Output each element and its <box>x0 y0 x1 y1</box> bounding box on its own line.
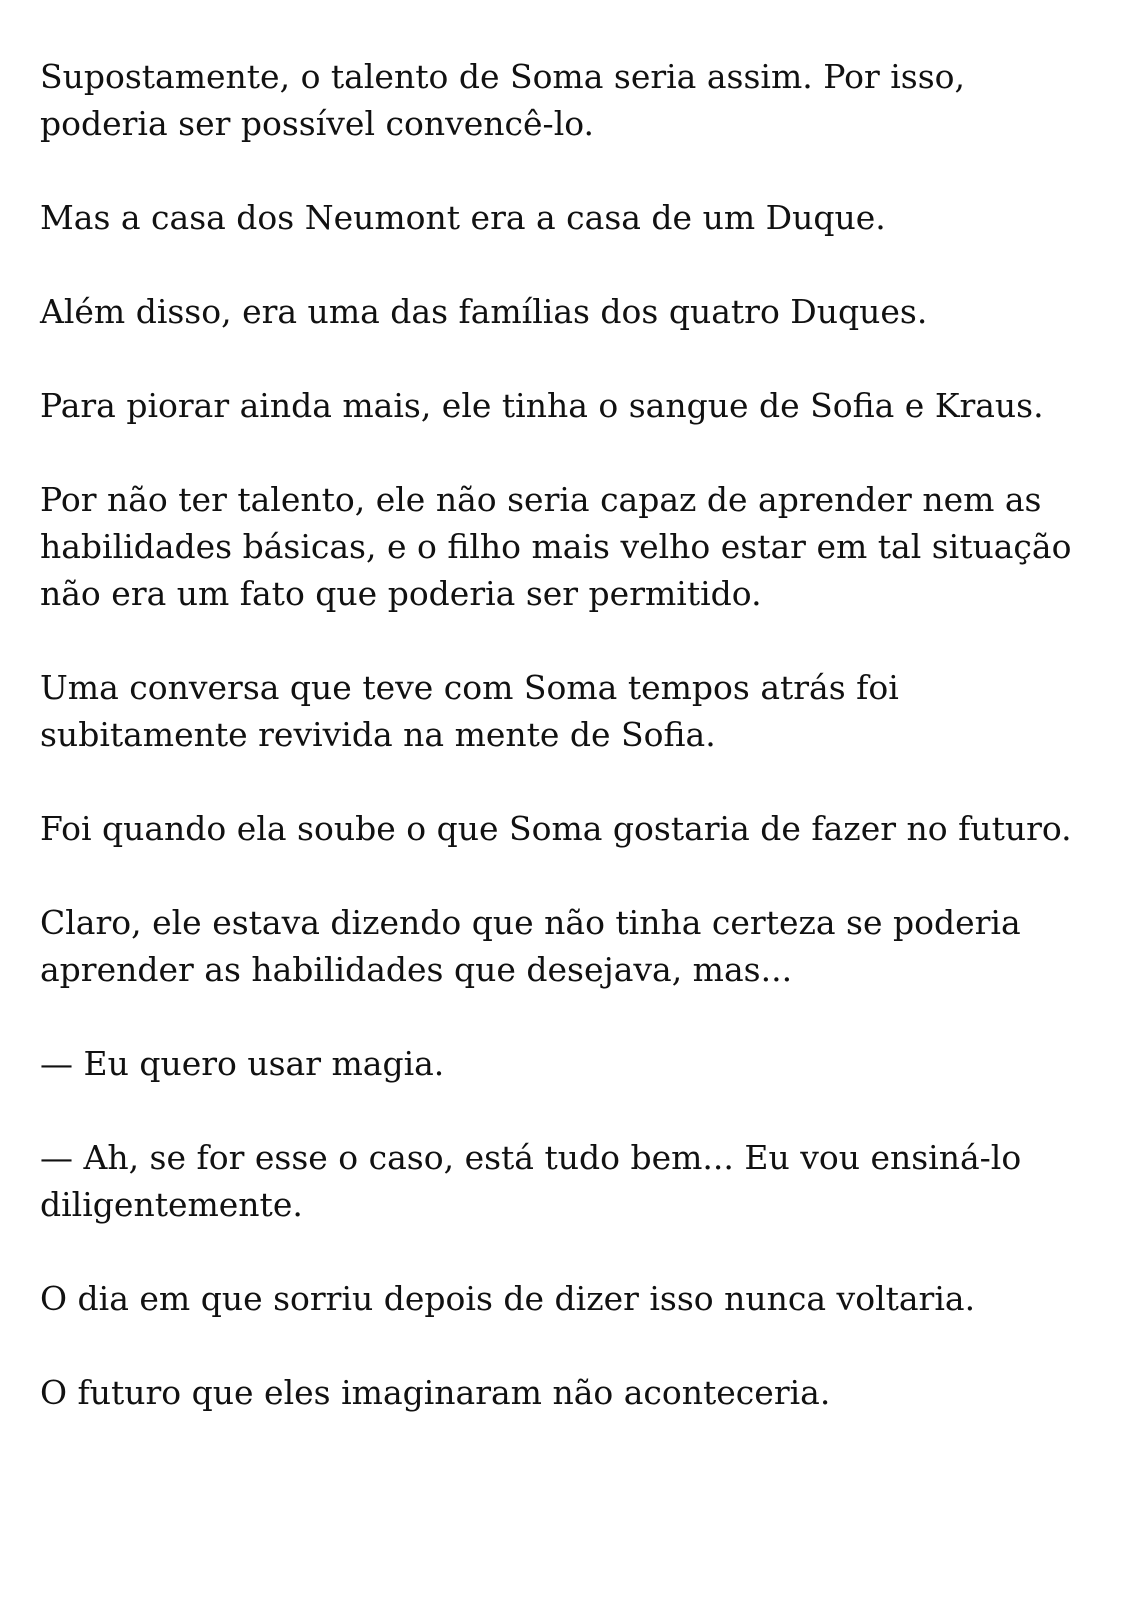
paragraph: Supostamente, o talento de Soma seria assim. Por isso, poderia ser possível convencê-lo. <box>40 57 965 143</box>
paragraph: Para piorar ainda mais, ele tinha o sangue de Sofia e Kraus. <box>40 386 1044 425</box>
dialogue-line: — Ah, se for esse o caso, está tudo bem... Eu vou ensiná-lo diligentemente. <box>40 1138 1022 1224</box>
paragraph: Mas a casa dos Neumont era a casa de um Duque. <box>40 198 886 237</box>
paragraph: O futuro que eles imaginaram não aconteceria. <box>40 1373 831 1412</box>
paragraph: Além disso, era uma das famílias dos quatro Duques. <box>40 292 928 331</box>
paragraph: Uma conversa que teve com Soma tempos atrás foi subitamente revivida na mente de Sofia. <box>40 668 899 754</box>
paragraph: Por não ter talento, ele não seria capaz de aprender nem as habilidades básicas, e o filho mais velho estar em tal situação não era um fato que poderia ser permitido. <box>40 480 1072 613</box>
paragraph: O dia em que sorriu depois de dizer isso nunca voltaria. <box>40 1279 976 1318</box>
paragraph: Claro, ele estava dizendo que não tinha certeza se poderia aprender as habilidades que desejava, mas... <box>40 903 1021 989</box>
document-page <box>40 53 1100 1416</box>
dialogue-line: — Eu quero usar magia. <box>40 1044 445 1083</box>
paragraph: Foi quando ela soube o que Soma gostaria de fazer no futuro. <box>40 809 1072 848</box>
